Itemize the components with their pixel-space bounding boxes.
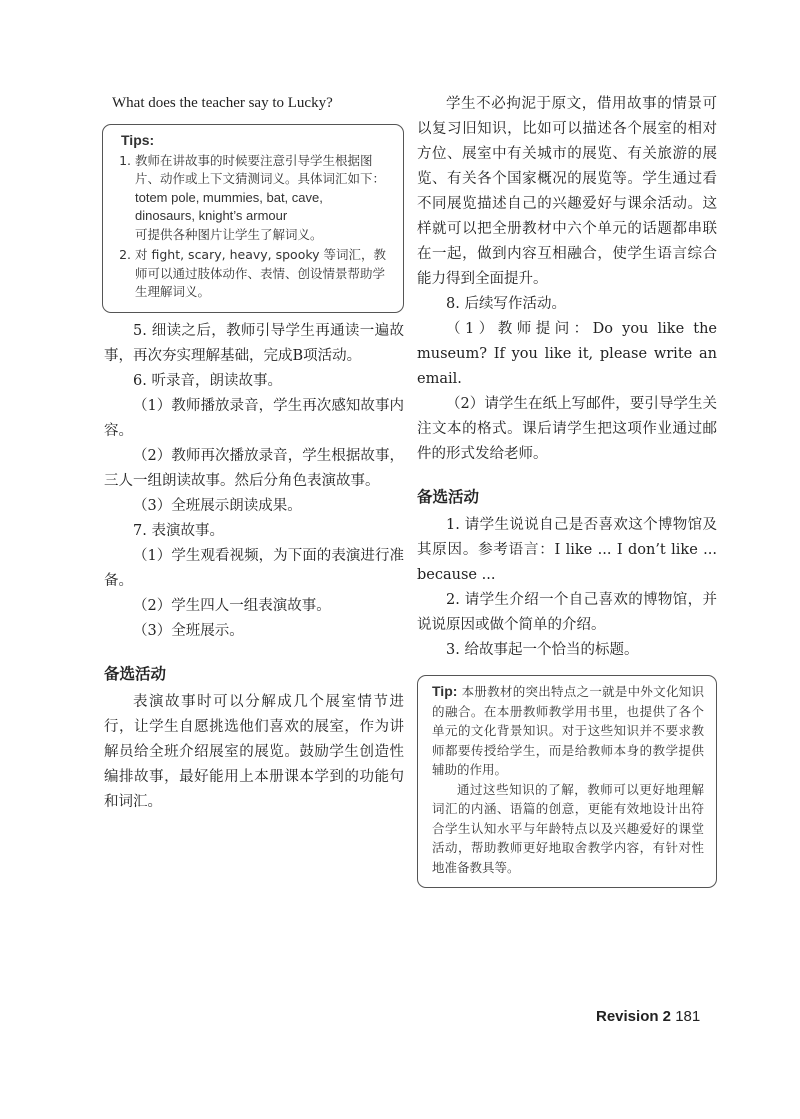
step-7: 7. 表演故事。 [133,522,224,539]
alt-item-3: 3. 给故事起一个恰当的标题。 [446,642,639,658]
step-5: 5. 细读之后，教师引导学生再通读一遍故事，再次夯实理解基础，完成B项活动。 [104,322,404,364]
left-section-heading: 备选活动 [104,664,167,683]
step-8-1: （1）教师提问：Do you like the museum? If you like it, please write an email. [417,321,717,387]
left-column [104,92,404,815]
step-8: 8. 后续写作活动。 [446,296,566,312]
step-7-1: （1）学生观看视频，为下面的表演进行准备。 [104,547,404,589]
footer-unit: Revision 2 [596,1008,672,1025]
step-6-3: （3）全班展示朗读成果。 [133,497,302,514]
tips-item-1 [135,152,393,245]
right-intro-paragraph: 学生不必拘泥于原文，借用故事的情景可以复习旧知识，比如可以描述各个展室的相对方位、展室中有关城市的展览、有关旅游的展览、有关各个国家概况的展览等。学生通过看不同展览描述自己的兴趣爱好与课余活动。这样就可以把全册教材中六个单元的话题都串联在一起，做到内容互相融合，使学生语言综合能力得到全面提升。 [417,96,717,287]
tip-text-2: 通过这些知识的了解，教师可以更好地理解词汇的内涵、语篇的创意，更能有效地设计出符合学生认知水平与年龄特点以及兴趣爱好的课堂活动，帮助教师更好地取舍教学内容，有针对性地准备教具等。 [432,781,704,875]
tip-paragraph-1 [432,682,704,780]
page-number: 181 [675,1008,701,1025]
step-6: 6. 听录音，朗读故事。 [133,372,282,389]
left-alt-paragraph: 表演故事时可以分解成几个展室情节进行，让学生自愿挑选他们喜欢的展室，作为讲解员给全班介绍展室的展览。鼓励学生创造性编排故事，最好能用上本册课本学到的功能句和词汇。 [104,693,404,810]
tips-box [102,124,404,313]
tips-title: Tips: [121,132,155,148]
step-6-1: （1）教师播放录音，学生再次感知故事内容。 [104,397,404,439]
tip-text-1: 本册教材的突出特点之一就是中外文化知识的融合。在本册教师教学用书里，也提供了各个单元的文化背景知识。对于这些知识并不要求教师都要传授给学生，而是给教师本身的教学提供辅助的作用。 [432,684,704,777]
tips-item-1-words-line-2: dinosaurs, knight’s armour [135,208,288,223]
tips-item-1-words-line-1: totem pole, mummies, bat, cave, [135,189,323,205]
tips-item-1-text: 教师在讲故事的时候要注意引导学生根据图片、动作或上下文猜测词义。具体词汇如下： [135,152,386,186]
step-7-2: （2）学生四人一组表演故事。 [133,597,331,614]
right-section-heading: 备选活动 [417,488,480,506]
question-line: What does the teacher say to Lucky? [112,95,333,111]
tips-item-1-end: 可提供各种图片让学生了解词义。 [135,226,323,242]
tip-label: Tip: [432,683,458,699]
step-7-3: （3）全班展示。 [133,622,244,639]
page-footer [596,1008,700,1025]
tip-box [417,675,717,888]
right-column [417,92,717,888]
alt-item-2: 2. 请学生介绍一个自己喜欢的博物馆，并说说原因或做个简单的介绍。 [417,592,717,633]
alt-item-1: 1. 请学生说说自己是否喜欢这个博物馆及其原因。参考语言：I like ... I don’t like ... because ... [417,517,717,583]
tips-item-2: 2. 对 fight, scary, heavy, spooky 等词汇，教师可以通过肢体动作、表情、创设情景帮助学生理解词义。 [135,246,393,302]
step-8-2: （2）请学生在纸上写邮件，要引导学生关注文本的格式。课后请学生把这项作业通过邮件的形式发给老师。 [417,396,717,462]
step-6-2: （2）教师再次播放录音，学生根据故事，三人一组朗读故事。然后分角色表演故事。 [104,447,404,489]
